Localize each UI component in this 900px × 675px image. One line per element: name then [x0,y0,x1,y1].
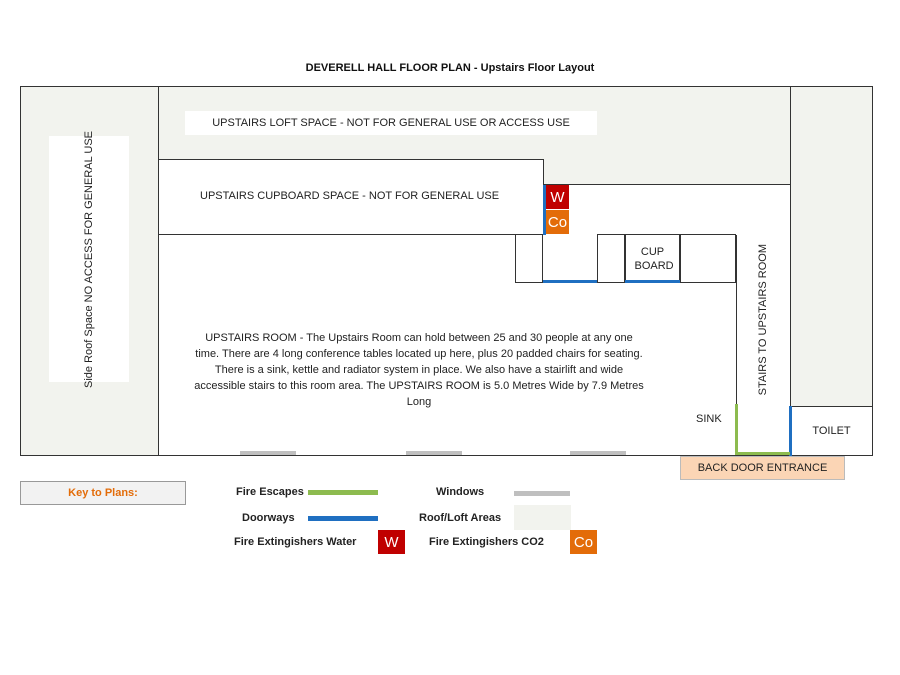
fire-escape [735,404,738,455]
doorway [789,406,792,456]
key-windows-label: Windows [436,486,485,498]
key-water-extinguisher-icon: W [378,530,405,554]
closet-right [680,234,736,283]
key-roof-loft-label: Roof/Loft Areas [419,512,502,524]
toilet-label: TOILET [812,425,851,437]
toilet-room [790,406,873,456]
co2-extinguisher-marker: Co [546,210,569,234]
stairs-label-wrap [751,245,775,395]
upstairs-room-description: UPSTAIRS ROOM - The Upstairs Room can hold between 25 and 30 people at any one time. There are 4 long conference tables located up here, plus 20 padded chairs for seating. There is a sink, kettle and radiator system in place. We also have a stairlift and wide accessible stairs to this room area. The UPSTAIRS ROOM is 5.0 Metres Wide by 7.9 Metres Long [194,332,644,408]
key-doorway-swatch [308,516,378,521]
upper-passage [544,185,790,235]
plan-title: DEVERELL HALL FLOOR PLAN - Upstairs Floor Layout [305,62,595,74]
window [240,451,296,455]
side-roof-label-panel [49,130,129,388]
window [570,451,626,455]
cupboard-label: CUP BOARD [634,245,674,272]
window [406,451,462,455]
side-roof-label: Side Roof Space NO ACCESS FOR GENERAL USE [83,130,95,388]
water-extinguisher-marker: W [546,185,569,209]
doorway [625,280,680,283]
key-extinguisher-water-label: Fire Extingishers Water [234,536,357,548]
key-extinguisher-co2-label: Fire Extingishers CO2 [429,536,544,548]
key-title: Key to Plans: [20,481,186,505]
back-door-label: BACK DOOR ENTRANCE [697,462,828,474]
loft-label-panel [185,111,597,135]
closet-left [515,234,543,283]
sink-label: SINK [696,413,722,425]
key-fire-escapes-label: Fire Escapes [236,486,304,498]
cupboard-room [625,234,680,283]
cupboard-space-label: UPSTAIRS CUPBOARD SPACE - NOT FOR GENERAL USE [200,190,500,202]
fire-escape [735,452,790,455]
closet-middle [597,234,625,283]
key-doorways-label: Doorways [242,512,295,524]
stairs-label: STAIRS TO UPSTAIRS ROOM [757,244,769,396]
upper-passage-top-wall [543,184,791,185]
loft-label: UPSTAIRS LOFT SPACE - NOT FOR GENERAL USE OR ACCESS USE [212,117,570,129]
key-fire-escape-swatch [308,490,378,495]
key-roof-loft-swatch [514,505,571,530]
cupboard-space [158,159,544,235]
key-co2-extinguisher-icon: Co [570,530,597,554]
doorway [543,280,597,283]
key-window-swatch [514,491,570,496]
back-door-entrance [680,456,845,480]
right-roof-area [790,86,873,407]
